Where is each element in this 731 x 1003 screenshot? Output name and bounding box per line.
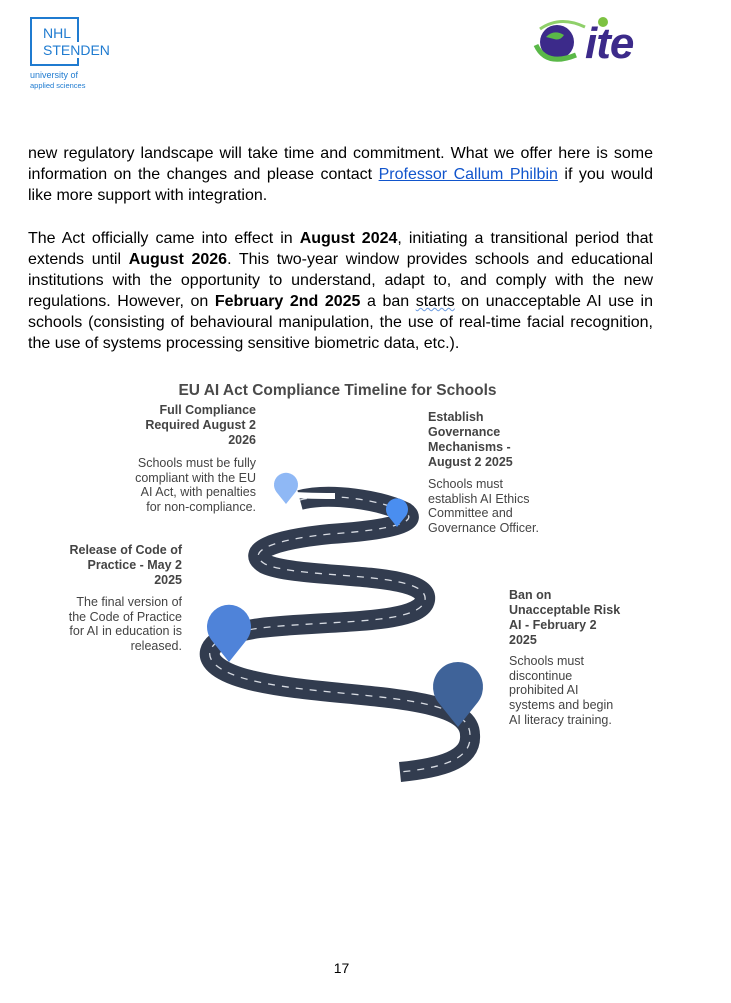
ite-logo: ite xyxy=(530,15,665,70)
milestone-heading: Ban on Unacceptable Risk AI - February 2 2025 xyxy=(509,588,621,647)
paragraph-contact: new regulatory landscape will take time and commitment. What we offer here is some information on the changes and please contact Professor Callum Philbin if you would like more support with integration. xyxy=(28,145,654,204)
milestone-desc: Schools must be fully compliant with the EU AI Act, with penalties for non-compliance. xyxy=(135,456,256,515)
professor-link[interactable]: Professor Callum Philbin xyxy=(378,166,558,183)
milestone-desc: The final version of the Code of Practice for AI in education is released. xyxy=(68,595,182,654)
milestone-heading: Full Compliance Required August 2 2026 xyxy=(145,403,256,447)
map-pin-icon xyxy=(274,473,298,504)
page-number: 17 xyxy=(333,960,350,976)
milestone-heading: Release of Code of Practice - May 2 2025 xyxy=(69,543,182,587)
milestone-desc: Schools must discontinue prohibited AI systems and begin AI literacy training. xyxy=(509,654,614,727)
milestone-desc: Schools must establish AI Ethics Committee and Governance Officer. xyxy=(428,477,539,536)
infographic-title: EU AI Act Compliance Timeline for Schools xyxy=(178,382,497,399)
paragraph-act-timeline: The Act officially came into effect in August 2024, initiating a transitional period that extends until August 2026. This two-year window provides schools and educational institutions with the opportunity to understand, adapt to, and comply with the new regulations. However, on February 2nd 2025 a ban starts on unacceptable AI use in schools (consisting of behavioural manipulation, the use of real-time facial recognition, the use of systems processing sensitive biometric data, etc.). xyxy=(28,230,654,352)
milestone-heading: Establish Governance Mechanisms - August 2 2025 xyxy=(428,410,513,469)
nhl-stenden-logo: NHL STENDEN university of applied sciences xyxy=(30,17,120,89)
